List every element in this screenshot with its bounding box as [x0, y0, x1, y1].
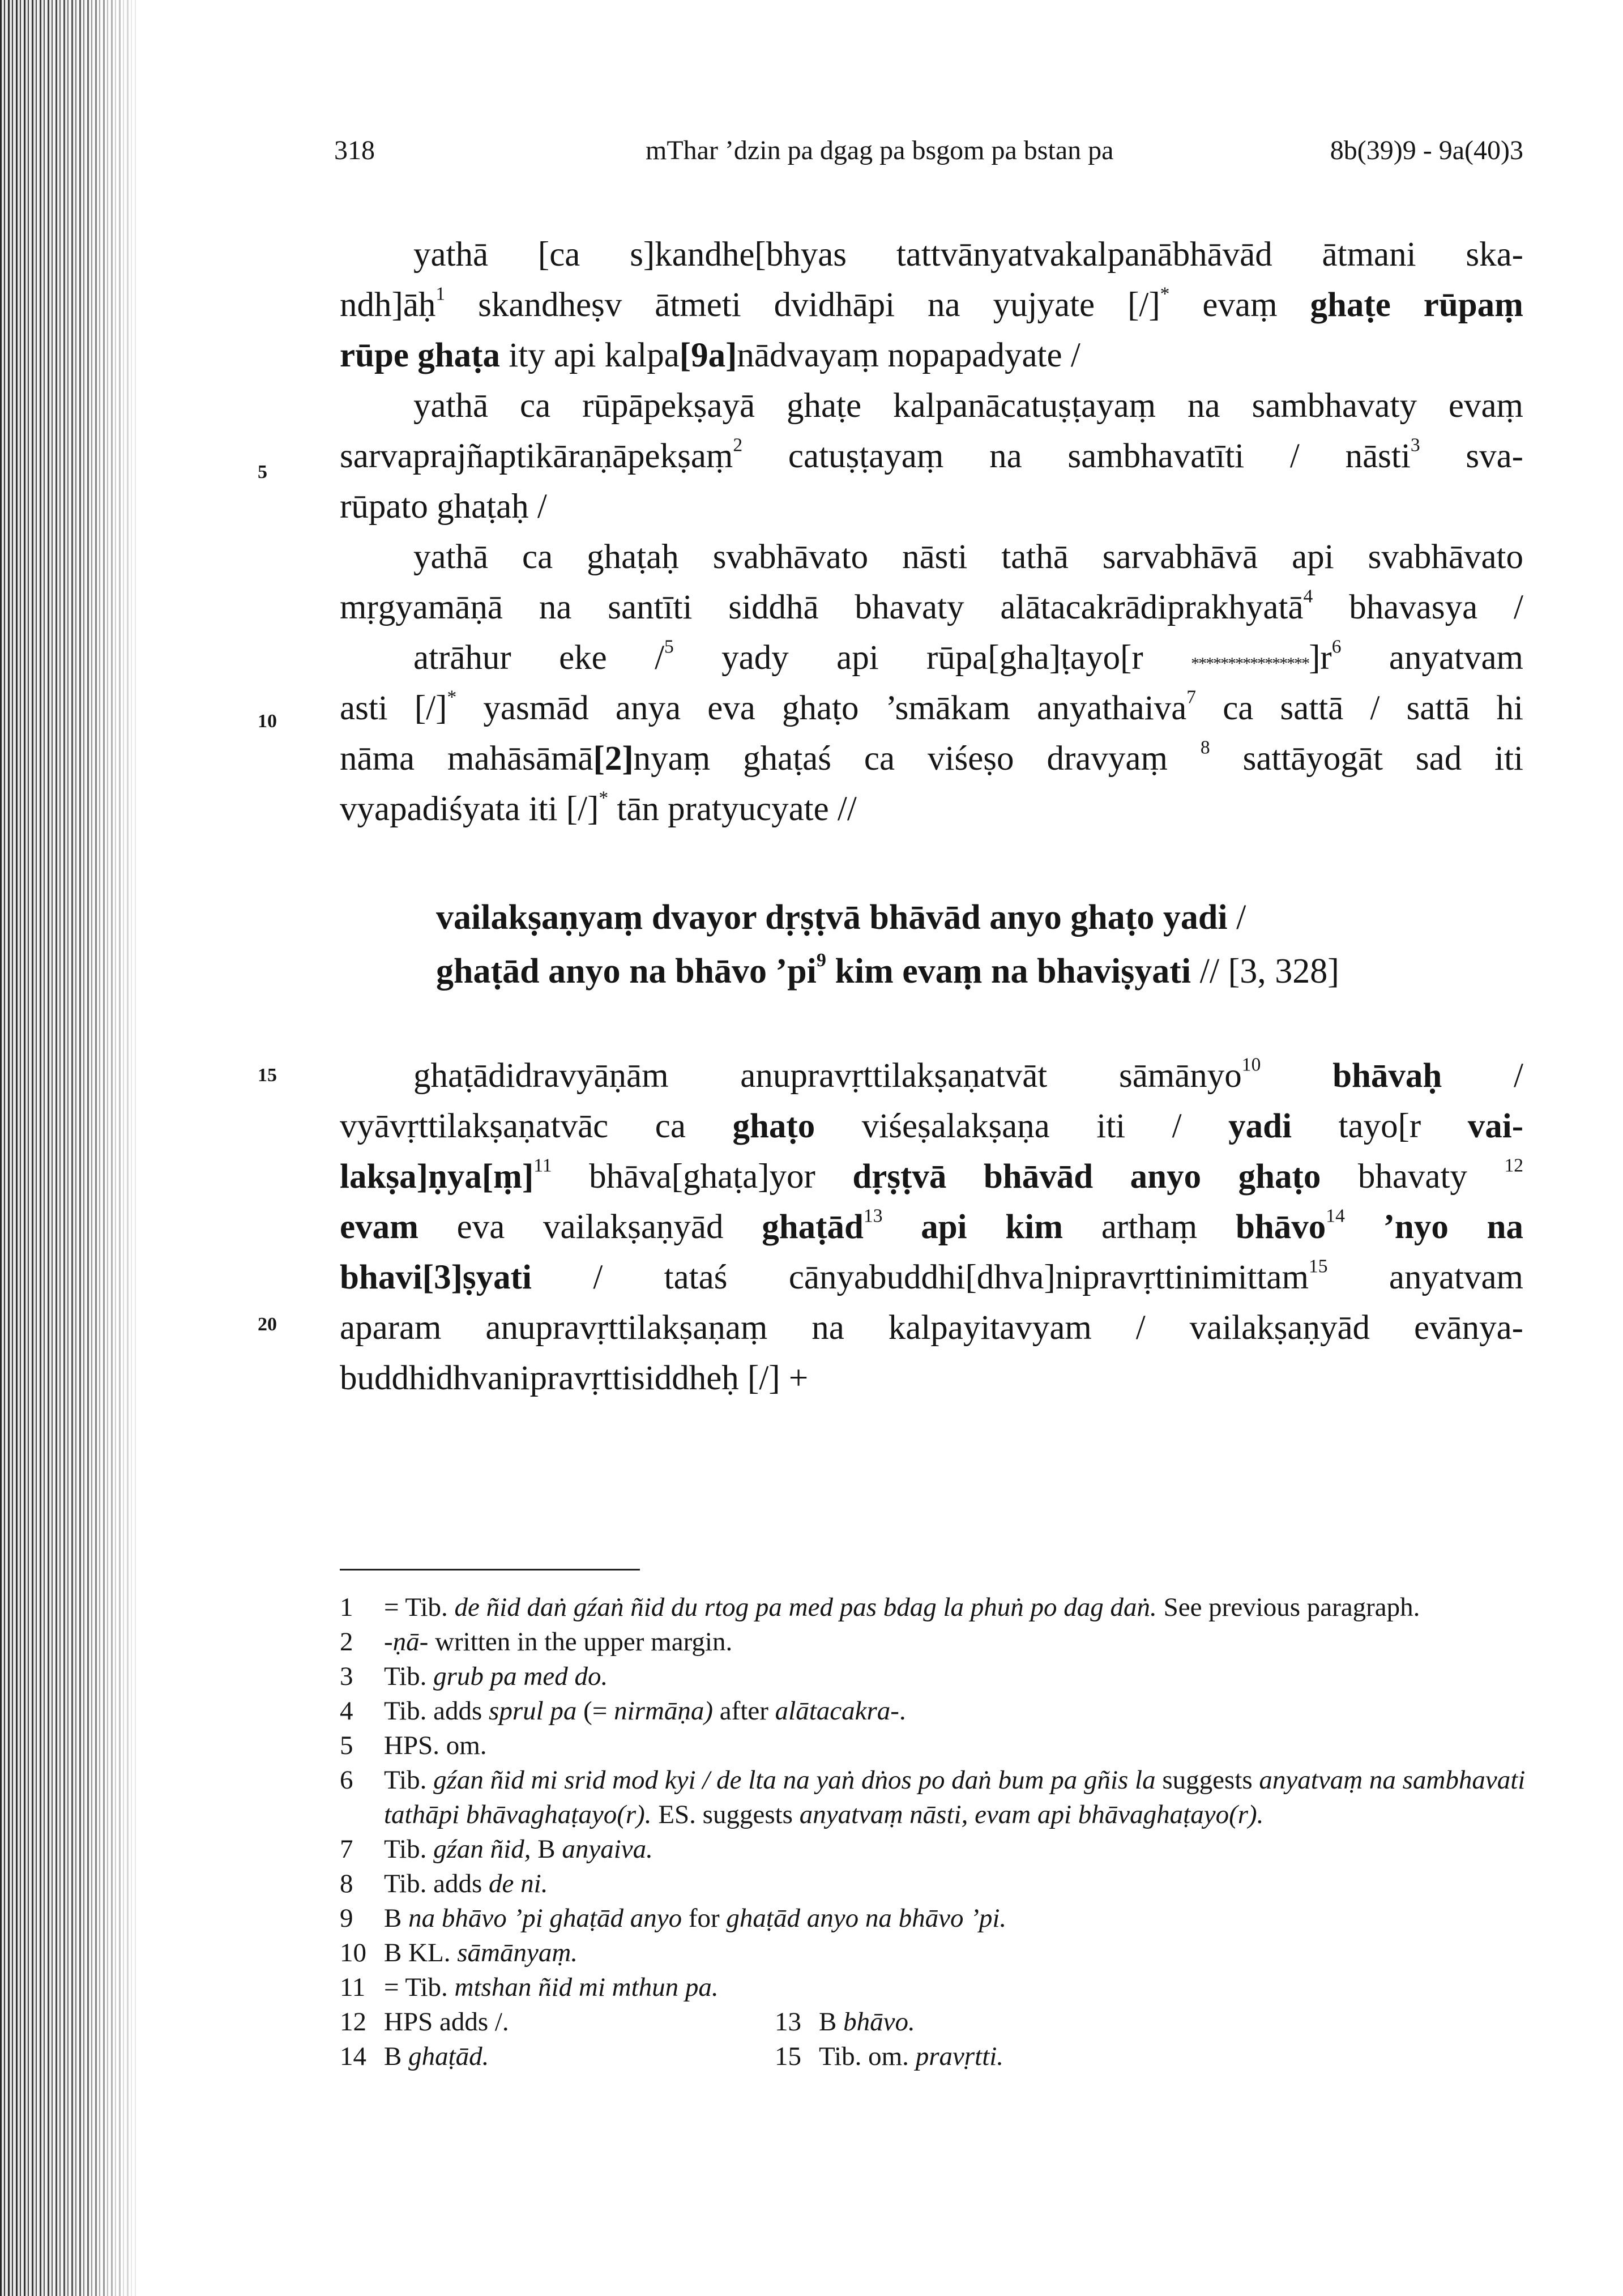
text-line: atrāhur eke /$^5$ yady api rūpa[gha]ṭayo[r $****************]r^6$ anyatvam: [413, 636, 1523, 677]
footnote-9: 9 B na bhāvo ’pi ghaṭād anyo for ghaṭād anyo na bhāvo ’pi.: [340, 1901, 1529, 1936]
text-line: bhavi[3]ṣyati / tataś cānyabuddhi[dhva]nipravṛttinimittam$^{15}$ anyatvam: [340, 1256, 1524, 1296]
footnote-1: 1 = Tib. de ñid daṅ gźaṅ ñid du rtog pa med pas bdag la phuṅ po dag daṅ. See previous paragraph.: [340, 1590, 1529, 1625]
footnote-8: 8 Tib. adds de ni.: [340, 1867, 1529, 1901]
text-line: vyapadiśyata iti [/]* tān pratyucyate //: [340, 787, 857, 828]
running-header: [334, 135, 1523, 174]
text-line: buddhidhvanipravṛttisiddheḥ [/] +: [340, 1359, 809, 1397]
footnote-6: 6 Tib. gźan ñid mi srid mod kyi / de lta na yaṅ dṅos po daṅ bum pa gñis la suggests anyatvaṃ na sambhavati tathāpi bhāvaghaṭayo(r). ES. suggests anyatvaṃ nāsti, evam api bhāvaghaṭayo(r).: [340, 1763, 1529, 1832]
footnote-number: 14: [340, 2042, 366, 2071]
footnote-4: 4 Tib. adds sprul pa (= nirmāṇa) after alātacakra-.: [340, 1694, 1529, 1729]
footnote-rule: [340, 1569, 640, 1571]
footnote-number: 4: [340, 1696, 353, 1726]
footnote-number: 11: [340, 1973, 366, 2002]
verse-line-2: ghaṭād anyo na bhāvo $’pi^9$ kim evaṃ na bhaviṣyati // [3, 328]: [436, 950, 1339, 991]
text-line: rūpato ghaṭaḥ /: [340, 488, 547, 526]
text-line: sarvaprajñaptikāraṇāpekṣaṃ$^2$ catuṣṭayaṃ na sambhavatīti / nāsti$^3$ sva-: [340, 434, 1523, 475]
footnote-11: 11 = Tib. mtshan ñid mi mthun pa.: [340, 1970, 1529, 2005]
footnote-number: 3: [340, 1662, 353, 1691]
footnote-number: 13: [775, 2007, 801, 2037]
footnote-number: 6: [340, 1765, 353, 1795]
footnote-pair: [340, 2039, 1529, 2074]
line-number: 15: [258, 1065, 277, 1086]
footnote-15: 15 Tib. om. pravṛtti.: [775, 2039, 1329, 2074]
text-line: nāma mahāsāmā[2]nyaṃ ghaṭaś ca viśeṣo dravyaṃ $^8$ sattāyogāt sad iti: [340, 737, 1524, 778]
footnote-13: 13 B bhāvo.: [775, 2005, 1329, 2039]
footnote-3: 3 Tib. grub pa med do.: [340, 1659, 1529, 1694]
text-line: ghaṭādidravyāṇām anupravṛttilakṣaṇatvāt sāmānyo$^{10}$ bhāvaḥ /: [413, 1054, 1524, 1095]
footnote-number: 1: [340, 1593, 353, 1622]
footnote-number: 10: [340, 1938, 366, 1968]
text-line: evam eva vailakṣaṇyād ghaṭād$^{13}$ api kim arthaṃ bhāvo$^{14}$ ’nyo na: [340, 1205, 1524, 1246]
text-line: lakṣa]ṇya[ṃ]$^{11}$ bhāva[ghaṭa]yor dṛṣṭvā bhāvād anyo ghaṭo bhavaty $^{12}$: [340, 1155, 1523, 1196]
text-line: asti [/]* yasmād anya eva ghaṭo ’smākam anyathaiva$^7$ ca sattā / sattā hi: [340, 686, 1523, 727]
text-line: mṛgyamāṇā na santīti siddhā bhavaty alātacakrādiprakhyatā$^4$ bhavasya /: [340, 586, 1523, 626]
footnote-number: 15: [775, 2042, 801, 2071]
text-line: yathā ca ghaṭaḥ svabhāvato nāsti tathā sarvabhāvā api svabhāvato: [413, 538, 1523, 576]
page-number: 318: [334, 135, 375, 165]
footnote-number: 5: [340, 1731, 353, 1760]
footnotes: [340, 1590, 1529, 2074]
folio-reference: 8b(39)9 - 9a(40)3: [1330, 135, 1523, 165]
text-line: vyāvṛttilakṣaṇatvāc ca ghaṭo viśeṣalakṣaṇa iti / yadi tayo[r vai-: [340, 1107, 1524, 1145]
verse-line-1: vailakṣaṇyaṃ dvayor dṛṣṭvā bhāvād anyo ghaṭo yadi /: [436, 898, 1246, 937]
footnote-2: 2 -ṇā- written in the upper margin.: [340, 1625, 1529, 1659]
text-line: ndh]āḥ$^1$ skandheṣv ātmeti dvidhāpi na yujyate [/]* evaṃ ghaṭe rūpaṃ: [340, 283, 1523, 324]
footnote-14: 14 B ghaṭād.: [340, 2039, 775, 2074]
book-spine-fade: [85, 0, 147, 2296]
footnote-pair: [340, 2005, 1529, 2039]
footnote-number: 12: [340, 2007, 366, 2037]
footnote-12: 12 HPS adds /.: [340, 2005, 775, 2039]
footnote-7: 7 Tib. gźan ñid, B anyaiva.: [340, 1832, 1529, 1867]
footnote-10: 10 B KL. sāmānyaṃ.: [340, 1936, 1529, 1970]
text-line: aparam anupravṛttilakṣaṇaṃ na kalpayitavyam / vailakṣaṇyād evānya-: [340, 1309, 1523, 1347]
text-line: yathā [ca s]kandhe[bhyas tattvānyatvakalpanābhāvād ātmani ska-: [413, 236, 1523, 274]
footnote-5: 5 HPS. om.: [340, 1729, 1529, 1763]
text-line: yathā ca rūpāpekṣayā ghaṭe kalpanācatuṣṭayaṃ na sambhavaty evaṃ: [413, 387, 1523, 425]
footnote-number: 7: [340, 1834, 353, 1864]
running-title: mThar ’dzin pa dgag pa bsgom pa bstan pa: [646, 135, 1114, 165]
footnote-number: 8: [340, 1869, 353, 1898]
footnote-number: 2: [340, 1627, 353, 1657]
line-number: 20: [258, 1314, 277, 1335]
line-number: 10: [258, 711, 277, 732]
line-number: 5: [258, 462, 267, 483]
text-line: rūpe ghaṭa ity api kalpa[9a]nādvayaṃ nopapadyate /: [340, 336, 1080, 374]
footnote-number: 9: [340, 1904, 353, 1933]
